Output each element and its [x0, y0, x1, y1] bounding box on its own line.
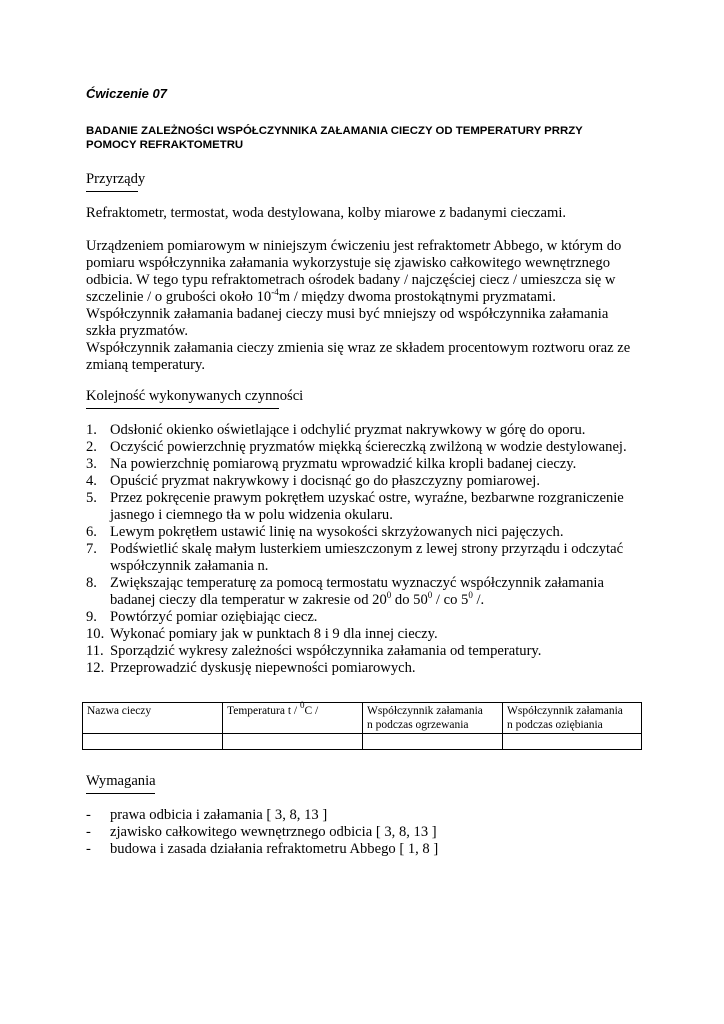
- description-line: Urządzeniem pomiarowym w niniejszym ćwiczeniu jest refraktometr Abbego, w którym do: [86, 238, 622, 254]
- degree-sup: 0: [468, 590, 473, 600]
- step-text-continued: jasnego i ciemnego tła w polu widzenia okularu.: [110, 507, 393, 523]
- step-text: Podświetlić skalę małym lusterkiem umieszczonym z lewej strony przyrządu i odczytać: [110, 541, 624, 557]
- table-cell[interactable]: [363, 734, 503, 750]
- step-number: 8.: [86, 575, 97, 591]
- step-text: Oczyścić powierzchnię pryzmatów miękką ściereczką zwilżoną w wodzie destylowanej.: [110, 439, 627, 455]
- description-line: [86, 289, 630, 306]
- list-dash: -: [86, 807, 91, 823]
- description-line: Współczynnik załamania badanej cieczy musi być mniejszy od współczynnika załamania: [86, 306, 609, 322]
- step-text: Przeprowadzić dyskusję niepewności pomiarowych.: [110, 660, 416, 676]
- measurement-table: [82, 702, 642, 750]
- description-text: szczelinie / o grubości około 10: [86, 289, 272, 305]
- step-text: Opuścić pryzmat nakrywkowy i docisnąć go do płaszczyzny pomiarowej.: [110, 473, 540, 489]
- requirements-list: [86, 807, 646, 858]
- description-line: zmianą temperatury.: [86, 357, 205, 373]
- step-text: Powtórzyć pomiar oziębiając ciecz.: [110, 609, 318, 625]
- table-cell[interactable]: [223, 734, 363, 750]
- table-header-cell: [363, 703, 503, 734]
- step-text: Zwiększając temperaturę za pomocą termostatu wyznaczyć współczynnik załamania: [110, 575, 604, 591]
- step-number: 10.: [86, 626, 105, 642]
- table-row: [83, 734, 642, 750]
- requirement-item: [86, 807, 646, 824]
- description-line: szkła pryzmatów.: [86, 323, 188, 339]
- step-number: 12.: [86, 660, 105, 676]
- step-item: [86, 609, 646, 626]
- step-item: [86, 456, 646, 473]
- step-number: 6.: [86, 524, 97, 540]
- requirement-text: prawa odbicia i załamania [ 3, 8, 13 ]: [110, 807, 328, 823]
- step-number: 5.: [86, 490, 97, 506]
- step-number: 1.: [86, 422, 97, 438]
- list-dash: -: [86, 841, 91, 857]
- step-text-part: do 50: [391, 592, 428, 608]
- table-header-row: [83, 703, 642, 734]
- step-item: [86, 524, 646, 541]
- step-text-part: badanej cieczy dla temperatur w zakresie od 20: [110, 592, 387, 608]
- requirement-text: budowa i zasada działania refraktometru Abbego [ 1, 8 ]: [110, 841, 439, 857]
- instruments-list: Refraktometr, termostat, woda destylowana, kolby miarowe z badanymi cieczami.: [86, 205, 567, 221]
- instruments-heading-underline: [86, 191, 138, 192]
- requirement-item: [86, 841, 646, 858]
- description-line: Współczynnik załamania cieczy zmienia się wraz ze składem procentowym roztworu oraz ze: [86, 340, 631, 356]
- steps-heading: Kolejność wykonywanych czynności: [86, 388, 304, 404]
- table-cell[interactable]: [503, 734, 642, 750]
- table-header-text: Temperatura t /: [227, 705, 300, 717]
- step-number: 4.: [86, 473, 97, 489]
- table-header-text: Współczynnik załamania: [507, 705, 623, 717]
- step-item: [86, 473, 646, 490]
- step-text-part: /.: [472, 592, 485, 608]
- exponent: -4: [271, 287, 279, 297]
- step-item: [86, 490, 646, 524]
- requirements-heading-underline: [86, 793, 155, 794]
- step-text-part: / co 5: [432, 592, 469, 608]
- step-item: [86, 575, 646, 609]
- description-line: odbicia. W tego typu refraktometrach ośrodek badany / najczęściej ciecz / umieszcza się w: [86, 272, 616, 288]
- table-header-text: Współczynnik załamania: [367, 705, 483, 717]
- step-item: [86, 626, 646, 643]
- table-header-text: n podczas oziębiania: [507, 719, 603, 731]
- table-header-text: n podczas ogrzewania: [367, 719, 469, 731]
- steps-list: [86, 422, 646, 677]
- step-number: 11.: [86, 643, 104, 659]
- table-header-cell: [503, 703, 642, 734]
- requirements-heading: Wymagania: [86, 773, 156, 789]
- exercise-label: Ćwiczenie 07: [86, 86, 167, 101]
- degree-sup: 0: [427, 590, 433, 600]
- steps-heading-underline: [86, 408, 279, 409]
- step-item: [86, 422, 646, 439]
- table-header-text: C /: [304, 705, 319, 717]
- step-item: [86, 439, 646, 456]
- instruments-heading: Przyrządy: [86, 171, 146, 187]
- list-dash: -: [86, 824, 91, 840]
- step-number: 2.: [86, 439, 97, 455]
- step-text: Lewym pokrętłem ustawić linię na wysokości skrzyżowanych nici pajęczych.: [110, 524, 564, 540]
- description-line: pomiaru współczynnika załamania wykorzystuje się zjawisko całkowitego wewnętrznego: [86, 255, 610, 271]
- degree-sup: 0: [299, 700, 305, 710]
- step-text: Odsłonić okienko oświetlające i odchylić pryzmat nakrywkowy w górę do oporu.: [110, 422, 586, 438]
- step-item: [86, 643, 646, 660]
- title-line-1: BADANIE ZALEŻNOŚCI WSPÓŁCZYNNIKA ZAŁAMANIA CIECZY OD TEMPERATURY PRRZY: [86, 125, 583, 137]
- step-number: 7.: [86, 541, 97, 557]
- degree-sup: 0: [386, 590, 392, 600]
- step-item: [86, 660, 646, 677]
- table-cell[interactable]: [83, 734, 223, 750]
- table-header-cell: Nazwa cieczy: [83, 703, 223, 734]
- description-text: m / między dwoma prostokątnymi pryzmatami.: [278, 289, 556, 305]
- description-paragraph: [86, 238, 630, 374]
- step-text: Sporządzić wykresy zależności współczynnika załamania od temperatury.: [110, 643, 542, 659]
- requirement-item: [86, 824, 646, 841]
- page-title: [86, 124, 583, 152]
- title-line-2: POMOCY REFRAKTOMETRU: [86, 139, 244, 151]
- step-text-continued: współczynnik załamania n.: [110, 558, 269, 574]
- requirement-text: zjawisko całkowitego wewnętrznego odbicia [ 3, 8, 13 ]: [110, 824, 437, 840]
- step-text-continued: [110, 592, 646, 609]
- step-text: Na powierzchnię pomiarową pryzmatu wprowadzić kilka kropli badanej cieczy.: [110, 456, 577, 472]
- step-text: Wykonać pomiary jak w punktach 8 i 9 dla innej cieczy.: [110, 626, 438, 642]
- step-text: Przez pokręcenie prawym pokrętłem uzyskać ostre, wyraźne, bezbarwne rozgraniczenie: [110, 490, 624, 506]
- table-header-cell: [223, 700, 363, 734]
- step-item: [86, 541, 646, 575]
- step-number: 3.: [86, 456, 97, 472]
- step-number: 9.: [86, 609, 97, 625]
